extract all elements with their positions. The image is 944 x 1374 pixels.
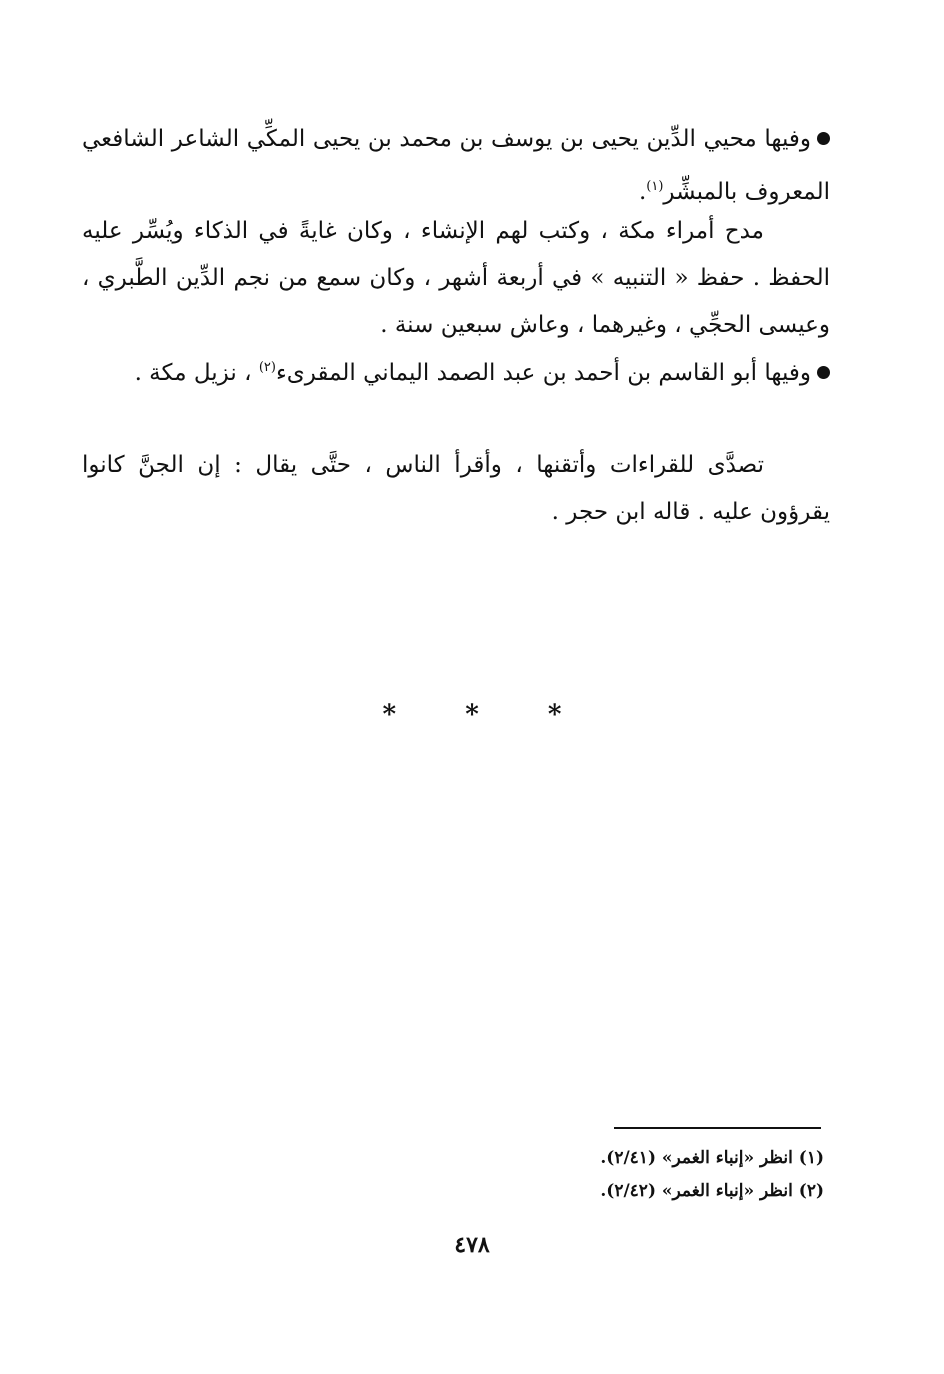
footnotes [600, 1142, 824, 1208]
footnote-divider [614, 1127, 821, 1129]
section-separator [0, 700, 944, 730]
entry-text: مدح أمراء مكة ، وكتب لهم الإنشاء ، وكان غايةً في الذكاء ويُسِّر عليه الحفظ . حفظ « التنبيه » في أربعة أشهر ، وكان سمع من نجم الدِّين الطَّبري ، وعيسى الحجِّي ، وغيرهما ، وعاش سبعين سنة . [82, 218, 830, 338]
footnote: (٢) انظر «إنباء الغمر» (٢/٤٢). [600, 1181, 824, 1201]
entry-text: وفيها أبو القاسم بن أحمد بن عبد الصمد اليماني المقرىء [275, 360, 811, 386]
entry-paragraph [82, 116, 830, 216]
bullet-icon [817, 366, 830, 379]
asterisk-icon: * [547, 700, 562, 730]
entry-tail: ، نزيل مكة . [134, 360, 252, 386]
entry-text: تصدَّى للقراءات وأتقنها ، وأقرأ الناس ، حتَّى يقال : إن الجنَّ كانوا يقرؤون عليه . قاله ابن حجر . [82, 452, 830, 525]
entry-paragraph [82, 442, 830, 536]
footnote-reference: (١) [646, 179, 664, 194]
entry-text: وفيها محيي الدِّين يحيى بن يوسف بن محمد بن يحيى المكِّي الشاعر الشافعي المعروف بالمبشِّر [82, 126, 830, 205]
bullet-icon [817, 132, 830, 145]
entry-paragraph [82, 208, 830, 349]
footnote: (١) انظر «إنباء الغمر» (٢/٤١). [600, 1148, 824, 1168]
asterisk-icon: * [465, 700, 479, 730]
entry-tail: . [638, 179, 647, 205]
footnote-reference: (٢) [258, 360, 276, 375]
asterisk-icon: * [382, 700, 397, 730]
entry-paragraph [82, 344, 830, 397]
page-number: ٤٧٨ [454, 1232, 490, 1258]
